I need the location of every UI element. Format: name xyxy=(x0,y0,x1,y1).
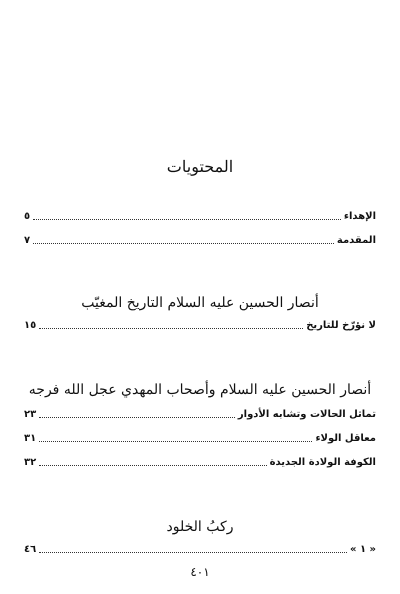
page-number: ٤٠١ xyxy=(190,565,210,579)
toc-entry-label: الكوفة الولادة الجديدة xyxy=(269,457,376,468)
toc-entry-page: ٢٣ xyxy=(24,409,37,420)
toc-entry[interactable] xyxy=(24,209,376,223)
toc-entry-page: ٣٢ xyxy=(24,457,37,468)
toc-entry-page: ٥ xyxy=(24,211,31,222)
toc-entry-label: « ١ » xyxy=(349,544,376,555)
toc-leader-dots xyxy=(39,327,303,329)
toc-entry-label: الإهداء xyxy=(343,211,376,222)
toc-entry-label: معاقل الولاء xyxy=(315,433,376,444)
section-heading: أنصار الحسين عليه السلام وأصحاب المهدي عجل الله فرجه xyxy=(28,382,372,398)
toc-leader-dots xyxy=(39,440,312,442)
page-title: المحتويات xyxy=(166,157,234,176)
section-heading: أنصار الحسين عليه السلام التاريخ المغيّب xyxy=(81,295,319,311)
toc-entry-page: ٧ xyxy=(24,235,31,246)
toc-leader-dots xyxy=(33,218,341,220)
toc-entry-page: ١٥ xyxy=(24,320,37,331)
toc-entry-page: ٤٦ xyxy=(24,544,37,555)
toc-entry[interactable] xyxy=(24,542,376,556)
section-heading: ركبُ الخلود xyxy=(166,519,234,535)
toc-entry-label: المقدمة xyxy=(336,235,376,246)
toc-entry[interactable] xyxy=(24,431,376,445)
toc-leader-dots xyxy=(39,416,235,418)
toc-entry-label: لا نؤرّخ للتاريخ xyxy=(306,320,376,331)
toc-leader-dots xyxy=(33,242,334,244)
toc-entry[interactable] xyxy=(24,407,376,421)
toc-leader-dots xyxy=(39,464,266,466)
toc-entry[interactable] xyxy=(24,233,376,247)
toc-entry[interactable] xyxy=(24,318,376,332)
toc-entry-page: ٣١ xyxy=(24,433,37,444)
toc-entry-label: تماثل الحالات وتشابه الأدوار xyxy=(237,409,376,420)
toc-leader-dots xyxy=(39,551,347,553)
toc-entry[interactable] xyxy=(24,455,376,469)
